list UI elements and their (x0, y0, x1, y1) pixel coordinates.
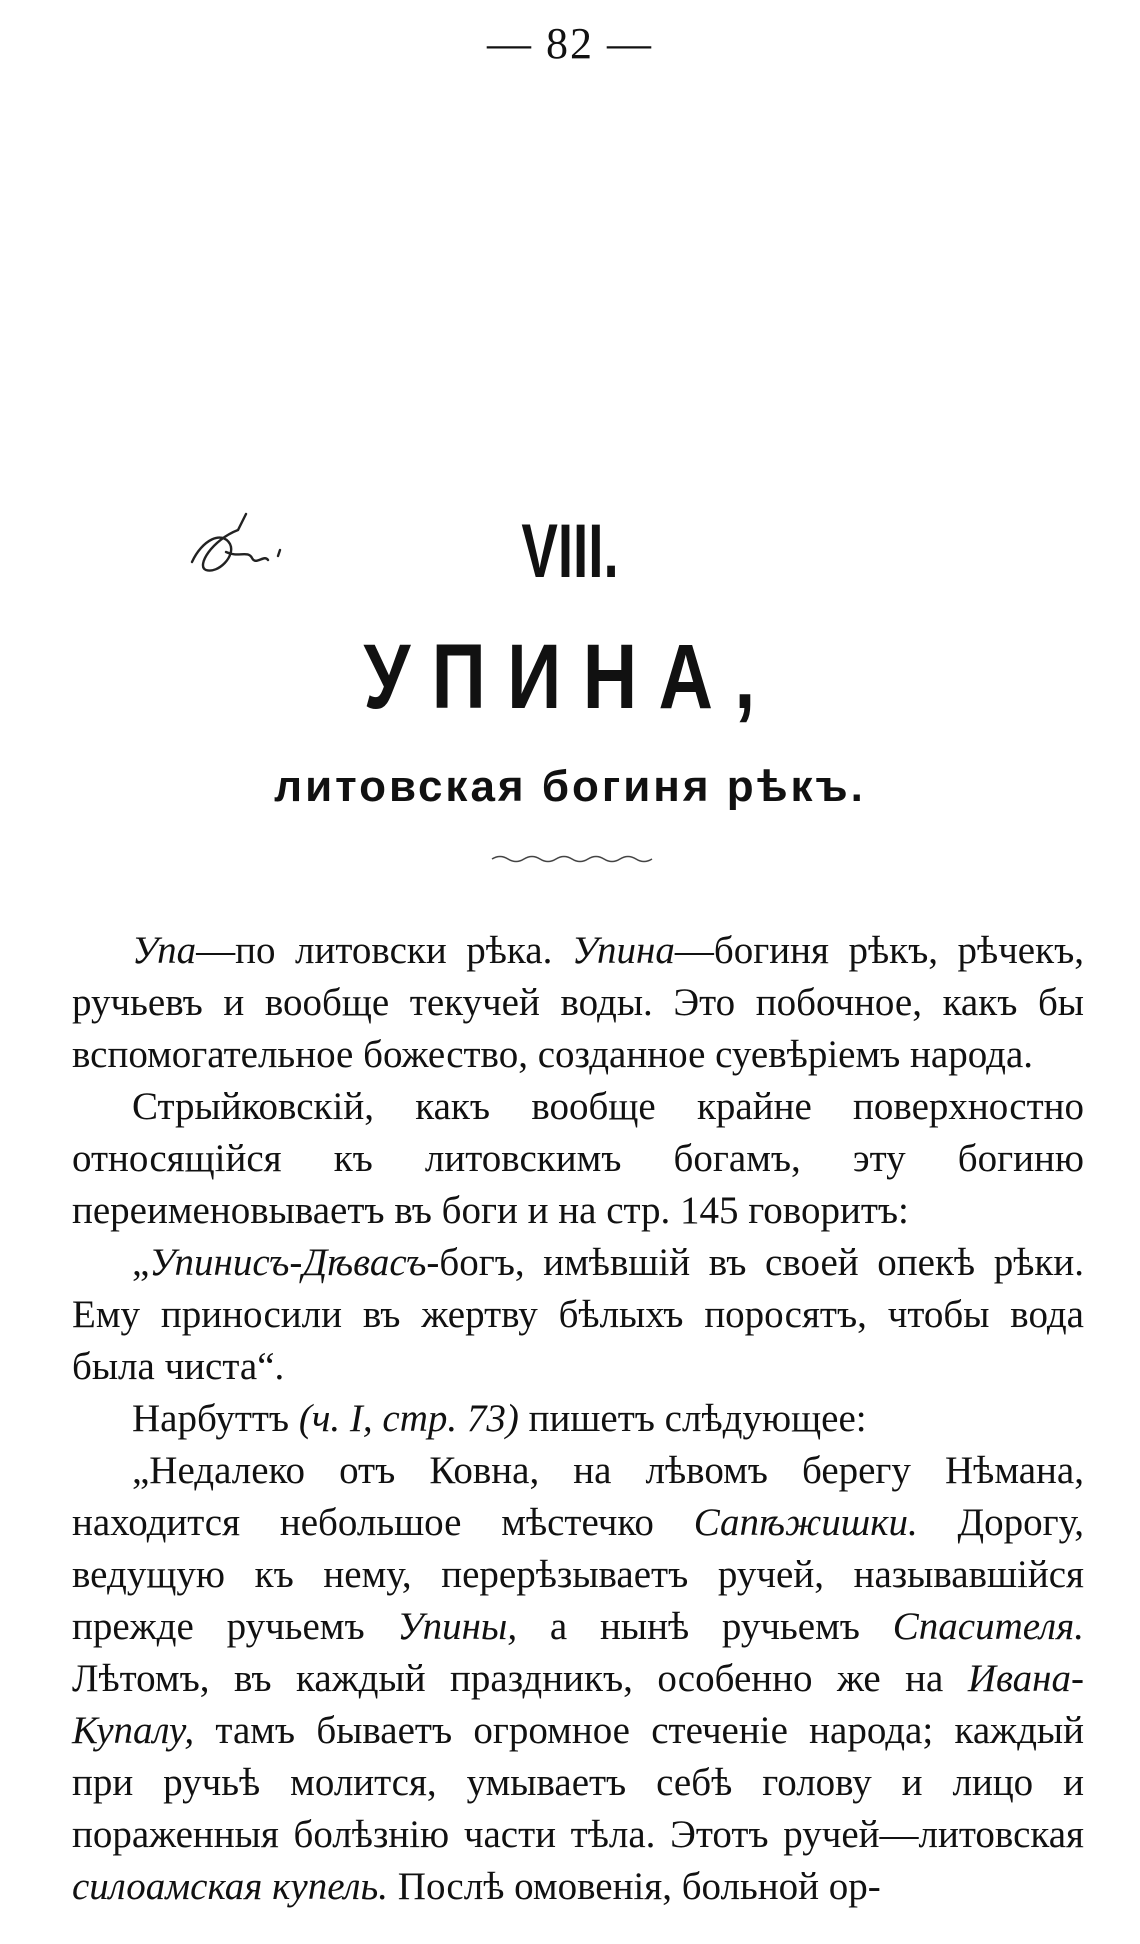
italic-text-segment: Упа (132, 929, 197, 972)
italic-text-segment: Упина (571, 929, 675, 972)
chapter-subtitle: литовская богиня рѣкъ. (274, 762, 866, 811)
text-segment: „Недалеко отъ Ковна, на лѣвомъ берегу Нѣмана, находится небольшое мѣстечко (72, 1449, 1084, 1544)
text-segment: —богиня рѣкъ, рѣчекъ, ручьевъ и вообще текучей воды. Это побочное, какъ бы вспомогательное божество, созданное суевѣріемъ народа. (72, 929, 1084, 1076)
text-segment: Нарбуттъ (132, 1397, 299, 1440)
paragraph-p2 (72, 1081, 1084, 1237)
text-segment: Дорогу, ведущую къ нему, перерѣзываетъ ручей, называвшійся прежде ручьемъ (72, 1501, 1084, 1648)
chapter-title: УПИНА, (363, 626, 777, 728)
italic-text-segment: Упины, (397, 1605, 518, 1648)
italic-text-segment: Спасителя. (892, 1605, 1084, 1648)
italic-text-segment: Сапѣжишки. (693, 1501, 918, 1544)
text-segment: Стрыйковскій, какъ вообще крайне поверхностно относящійся къ литовскимъ богамъ, эту богиню переименовываетъ въ боги и на стр. 145 говоритъ: (72, 1085, 1084, 1232)
text-segment: а нынѣ ручьемъ (517, 1605, 893, 1648)
body-text (72, 925, 1084, 1913)
italic-text-segment: Упинисъ-Дѣвасъ (149, 1241, 427, 1284)
text-segment: пишетъ слѣдующее: (518, 1397, 867, 1440)
paragraph-p5 (72, 1445, 1084, 1913)
text-segment: -богъ, имѣвшій въ своей опекѣ рѣки. Ему приносили въ жертву бѣлыхъ поросятъ, чтобы вода была чиста“. (72, 1241, 1084, 1388)
paragraph-p3 (72, 1237, 1084, 1393)
text-segment: „ (132, 1241, 150, 1284)
paragraph-p1 (72, 925, 1084, 1081)
text-segment: тамъ бываетъ огромное стеченіе народа; каждый при ручьѣ молится, умываетъ себѣ голову и лицо и пораженныя болѣзнію части тѣла. Этотъ ручей—литовская (72, 1709, 1084, 1856)
paragraph-p4 (72, 1393, 1084, 1445)
text-segment: Послѣ омовенія, больной ор- (388, 1865, 881, 1908)
chapter-number: VIII. (521, 509, 619, 594)
text-segment: —по литовски рѣка. (196, 929, 572, 972)
italic-text-segment: (ч. I, стр. 73) (298, 1397, 519, 1440)
text-segment: Лѣтомъ, въ каждый праздникъ, особенно же на (72, 1657, 968, 1700)
italic-text-segment: Ивана-Купалу, (72, 1657, 1084, 1752)
page-number: — 82 — (487, 19, 653, 68)
italic-text-segment: силоамская купель. (72, 1865, 389, 1908)
decorative-divider (490, 852, 660, 866)
